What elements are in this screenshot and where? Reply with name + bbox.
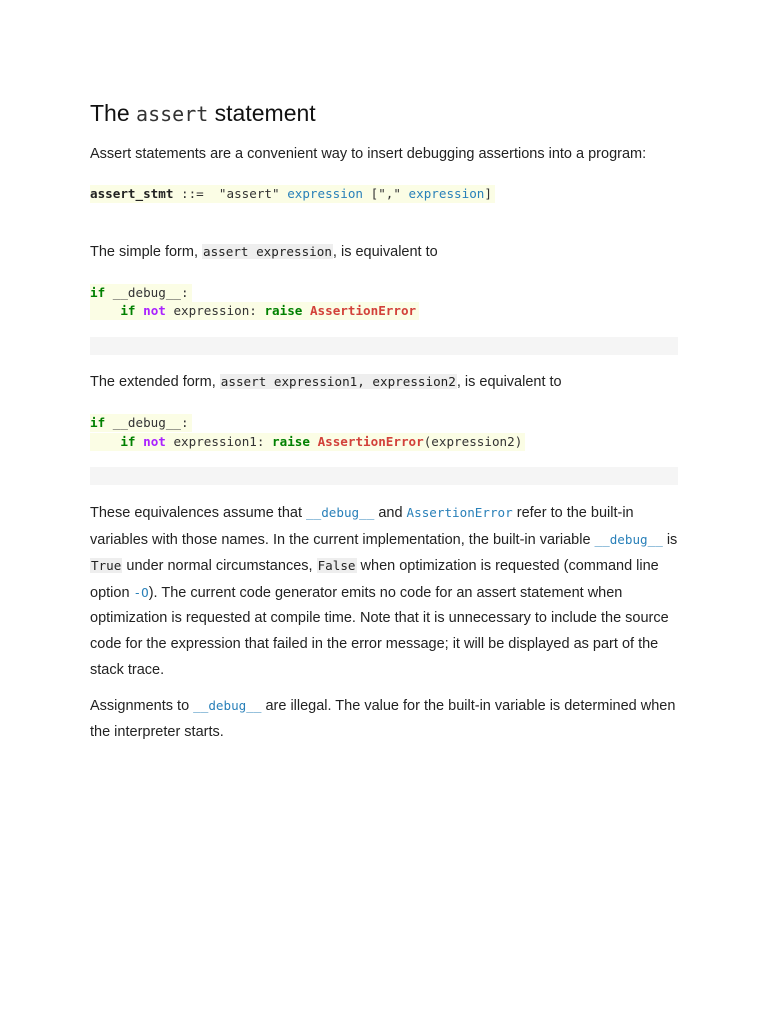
code-line: if not expression1: raise AssertionError(expression2) <box>90 433 525 451</box>
intro-paragraph: Assert statements are a convenient way to insert debugging assertions into a program: <box>90 146 647 162</box>
title-suffix: statement <box>214 100 316 126</box>
debug-link[interactable]: __debug__ <box>594 531 663 547</box>
inline-code: False <box>317 558 356 574</box>
optimize-option-link[interactable]: -O <box>133 584 149 600</box>
grammar-bracket-close: ] <box>484 186 492 201</box>
debug-link[interactable]: __debug__ <box>193 698 262 713</box>
grammar-bracket: ["," <box>370 186 401 201</box>
grammar-expression-link[interactable]: expression <box>287 186 364 201</box>
grammar-expression-link-2[interactable]: expression <box>408 186 485 201</box>
title-code: assert <box>136 102 209 126</box>
inline-code: True <box>91 558 122 574</box>
equivalences-paragraph: These equivalences assume that __debug__ and AssertionError refer to the built-in variables with those names. In the current implementation, the built-in variable __debug__ is True under normal circumstances, False when optimization is requested (command line option -O). The current code generator emits no code for an assert statement when optimization is requested at compile time. Note that it is unnecessary to include the source code for the expression that failed in the error message; it will be displayed as part of the stack trace. <box>90 505 678 678</box>
inline-code: assert expression <box>203 244 332 259</box>
assignments-paragraph: Assignments to __debug__ are illegal. The value for the built-in variable is determined when the interpreter starts. <box>90 698 676 740</box>
title-prefix: The <box>90 100 130 126</box>
inline-code: assert expression1, expression2 <box>220 374 456 389</box>
grammar-keyword: "assert" <box>218 186 280 201</box>
assertion-error-link[interactable]: AssertionError <box>406 505 513 520</box>
code-line: if __debug__: <box>90 414 192 432</box>
simple-form-paragraph: The simple form, assert expression, is equivalent to <box>90 244 438 260</box>
grammar-name: assert_stmt <box>90 186 174 201</box>
code-block-scrollbar[interactable] <box>90 337 678 355</box>
code-line: if __debug__: <box>90 284 192 302</box>
debug-link[interactable]: __debug__ <box>306 505 375 520</box>
grammar-op: ::= <box>181 186 204 201</box>
code-block-scrollbar[interactable] <box>90 467 678 485</box>
code-line: if not expression: raise AssertionError <box>90 302 419 320</box>
grammar-rule <box>90 185 495 203</box>
extended-form-paragraph: The extended form, assert expression1, expression2, is equivalent to <box>90 374 562 390</box>
page-title <box>90 100 316 127</box>
